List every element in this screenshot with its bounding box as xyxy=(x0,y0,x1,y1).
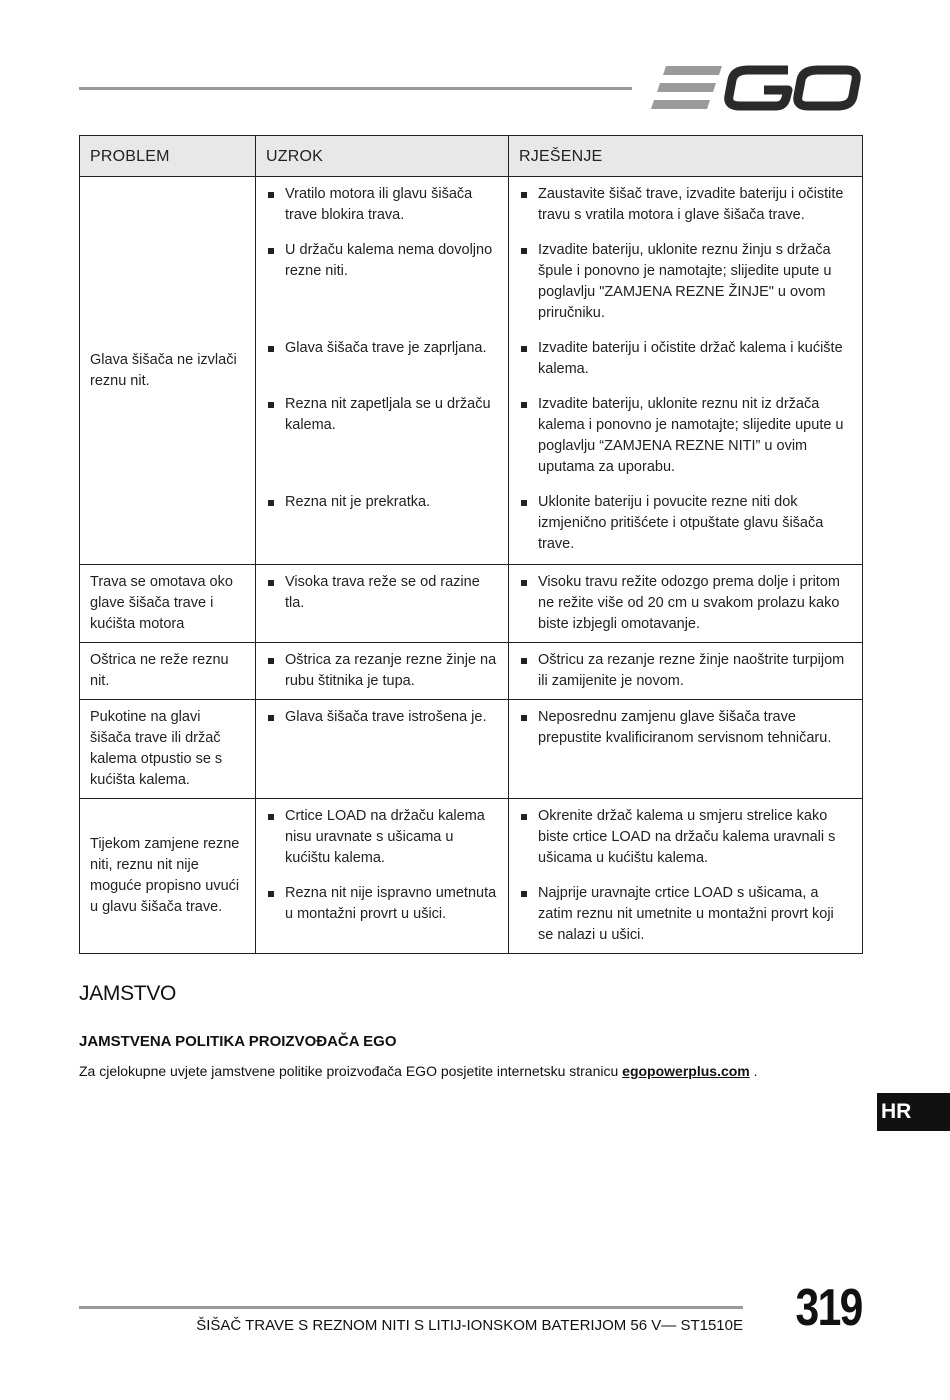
cause-cell xyxy=(256,643,509,700)
solution-item: Izvadite bateriju i očistite držač kalema i kućište kalema. xyxy=(518,338,853,380)
cause-item: U držaču kalema nema dovoljno rezne niti. xyxy=(265,240,499,324)
problem-cell: Trava se omotava oko glave šišača trave i kućišta motora xyxy=(80,565,256,643)
cause-cell xyxy=(256,177,509,565)
table-row xyxy=(80,700,863,799)
solution-item: Izvadite bateriju, uklonite reznu nit iz držača kalema i ponovno je namotajte; slijedite upute u poglavlju “ZAMJENA REZNE NITI” u ovim uputama za uporabu. xyxy=(518,394,853,478)
table-row xyxy=(80,643,863,700)
solution-item: Izvadite bateriju, uklonite reznu žinju s držača špule i ponovno je namotajte; slijedite upute u poglavlju "ZAMJENA REZNE ŽINJE" u ovom priručniku. xyxy=(518,240,853,324)
solution-cell xyxy=(509,565,863,643)
cause-item: Crtice LOAD na držaču kalema nisu uravnate s ušicama u kućištu kalema. xyxy=(265,806,499,869)
warranty-text: Za cjelokupne uvjete jamstvene politike proizvođača EGO posjetite internetsku stranicu xyxy=(79,1063,623,1079)
problem-cell: Oštrica ne reže reznu nit. xyxy=(80,643,256,700)
warranty-subheading: JAMSTVENA POLITIKA PROIZVOĐAČA EGO xyxy=(79,1033,397,1050)
warranty-text-end: . xyxy=(749,1063,758,1079)
warranty-link[interactable]: egopowerplus.com xyxy=(622,1063,750,1079)
cause-item: Rezna nit nije ispravno umetnuta u montažni provrt u ušici. xyxy=(265,883,499,925)
solution-cell xyxy=(509,177,863,565)
page-number: 319 xyxy=(795,1279,862,1337)
cause-item: Oštrica za rezanje rezne žinje na rubu štitnika je tupa. xyxy=(265,650,499,692)
cause-item: Vratilo motora ili glavu šišača trave blokira trava. xyxy=(265,184,499,226)
footer-title: ŠIŠAČ TRAVE S REZNOM NITI S LITIJ-IONSKOM BATERIJOM 56 V— ST1510E xyxy=(196,1317,743,1334)
table-row xyxy=(80,799,863,954)
problem-cell: Glava šišača ne izvlači reznu nit. xyxy=(80,177,256,565)
column-header-problem: PROBLEM xyxy=(80,136,256,177)
cause-cell xyxy=(256,565,509,643)
solution-item: Okrenite držač kalema u smjeru strelice kako biste crtice LOAD na držaču kalema uravnali s ušicama u kućištu kalema. xyxy=(518,806,853,869)
footer-rule xyxy=(79,1306,743,1309)
solution-item: Najprije uravnajte crtice LOAD s ušicama, a zatim reznu nit umetnite u montažni provrt koji se nalazi u ušici. xyxy=(518,883,853,946)
table-row xyxy=(80,177,863,565)
cause-item: Rezna nit je prekratka. xyxy=(265,492,499,513)
problem-cell: Tijekom zamjene rezne niti, reznu nit nije moguće propisno uvući u glavu šišača trave. xyxy=(80,799,256,954)
solution-cell xyxy=(509,799,863,954)
language-tab: HR xyxy=(877,1093,950,1131)
warranty-paragraph xyxy=(79,1063,758,1079)
cause-item: Glava šišača trave je zaprljana. xyxy=(265,338,499,380)
cause-cell xyxy=(256,700,509,799)
solution-item: Uklonite bateriju i povucite rezne niti dok izmjenično pritišćete i otpuštate glavu šišača trave. xyxy=(518,492,853,555)
solution-cell xyxy=(509,643,863,700)
solution-item: Neposrednu zamjenu glave šišača trave prepustite kvalificiranom servisnom tehničaru. xyxy=(518,707,853,749)
problem-cell: Pukotine na glavi šišača trave ili držač kalema otpustio se s kućišta kalema. xyxy=(80,700,256,799)
cause-cell xyxy=(256,799,509,954)
table-header-row xyxy=(80,136,863,177)
table-row xyxy=(80,565,863,643)
header-rule xyxy=(79,87,632,90)
solution-item: Oštricu za rezanje rezne žinje naoštrite turpijom ili zamijenite je novom. xyxy=(518,650,853,692)
solution-cell xyxy=(509,700,863,799)
cause-item: Visoka trava reže se od razine tla. xyxy=(265,572,499,614)
cause-item: Rezna nit zapetljala se u držaču kalema. xyxy=(265,394,499,478)
troubleshooting-table xyxy=(79,135,863,954)
solution-item: Visoku travu režite odozgo prema dolje i pritom ne režite više od 20 cm u svakom prolazu kako biste izbjegli omotavanje. xyxy=(518,572,853,635)
ego-logo xyxy=(650,64,862,112)
column-header-cause: UZROK xyxy=(256,136,509,177)
cause-item: Glava šišača trave istrošena je. xyxy=(265,707,499,728)
warranty-heading: JAMSTVO xyxy=(79,982,177,1005)
solution-item: Zaustavite šišač trave, izvadite bateriju i očistite travu s vratila motora i glave šišača trave. xyxy=(518,184,853,226)
column-header-solution: RJEŠENJE xyxy=(509,136,863,177)
